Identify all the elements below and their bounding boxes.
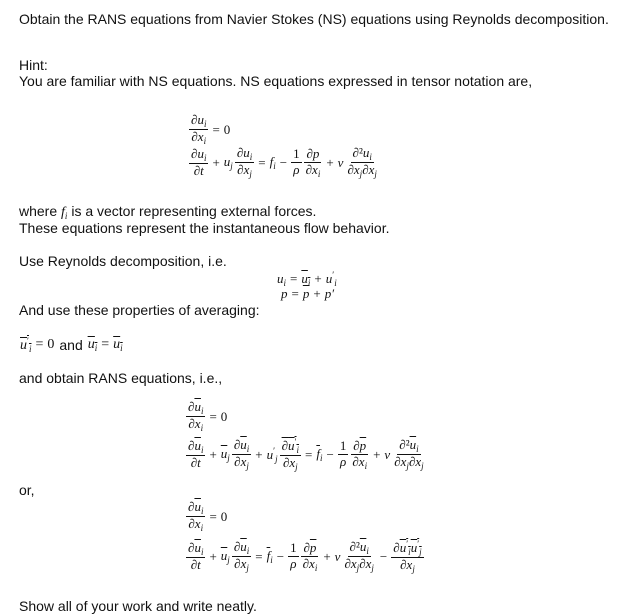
hint-text: You are familiar with NS equations. NS equations expressed in tensor notation are, [19, 73, 533, 89]
decomp-pressure-eq: p = $\overline{p}$ + p′ [281, 286, 335, 301]
intro-text: Obtain the RANS equations from Navier Stokes (NS) equations using Reynolds decomposition. [19, 11, 609, 27]
rans-momentum-eq-1: $\frac{\partial\overline{u}_i}{\partial t}$ + $\overline{u}_j$ $\frac{\partial\overline{u}_i}{\partial x_j}$ + $u'_j$ $\frac{\partial u'_i}{\partial x_j}$ = $\overline{f}_i$ − $\frac{1}{\rho}$ $\frac{\partial\overline{p}}{\partial x_i}$ + ν $\frac{\partial^2\overline{u}_i}{\partial x_j\partial x_j}$ [188, 437, 424, 473]
hint-label: Hint: [19, 57, 48, 73]
closing-text: Show all of your work and write neatly. [19, 598, 257, 614]
instantaneous-text: These equations represent the instantaneous flow behavior. [19, 220, 390, 236]
averaging-prompt: And use these properties of averaging: [19, 302, 260, 318]
averaging-properties: $u'_i$ = 0 and $u_i$ = $u_i$ [20, 336, 123, 354]
ns-momentum-eq: $\frac{\partial u_i}{\partial t}$ + $u_j$ $\frac{\partial u_i}{\partial x_j}$ = $f_i$ − $\frac{1}{\rho}$ $\frac{\partial p}{\partial x_i}$ + ν $\frac{\partial^2u_i}{\partial x_j\partial x_j}$ [191, 145, 377, 180]
reynolds-prompt: Use Reynolds decomposition, i.e. [19, 253, 227, 269]
rans-continuity-eq-1: $\frac{\partial\overline{u}_i}{\partial x_i}$ = 0 [188, 399, 228, 434]
rans-momentum-eq-2: $\frac{\partial\overline{u}_i}{\partial t}$ + $\overline{u}_j$ $\frac{\partial\overline{u}_i}{\partial x_j}$ = $\overline{f}_i$ − $\frac{1}{\rho}$ $\frac{\partial\overline{p}}{\partial x_i}$ + ν $\frac{\partial^2\overline{u}_i}{\partial x_j\partial x_j}$ − $\frac{\partial u'_iu'_j}{\partial x_j}$ [188, 539, 422, 575]
rans-continuity-eq-2: $\frac{\partial\overline{u}_i}{\partial x_i}$ = 0 [188, 499, 228, 534]
decomp-velocity-eq: $u_i$ = $u_i$ + $u'_i$ [277, 270, 337, 288]
or-label: or, [19, 482, 35, 498]
obtain-prompt: and obtain RANS equations, i.e., [19, 370, 223, 386]
ns-continuity-eq: $\frac{\partial u_i}{\partial x_i}$ = 0 [191, 112, 231, 147]
where-line: where $f_i$ is a vector representing external forces. [19, 203, 317, 221]
